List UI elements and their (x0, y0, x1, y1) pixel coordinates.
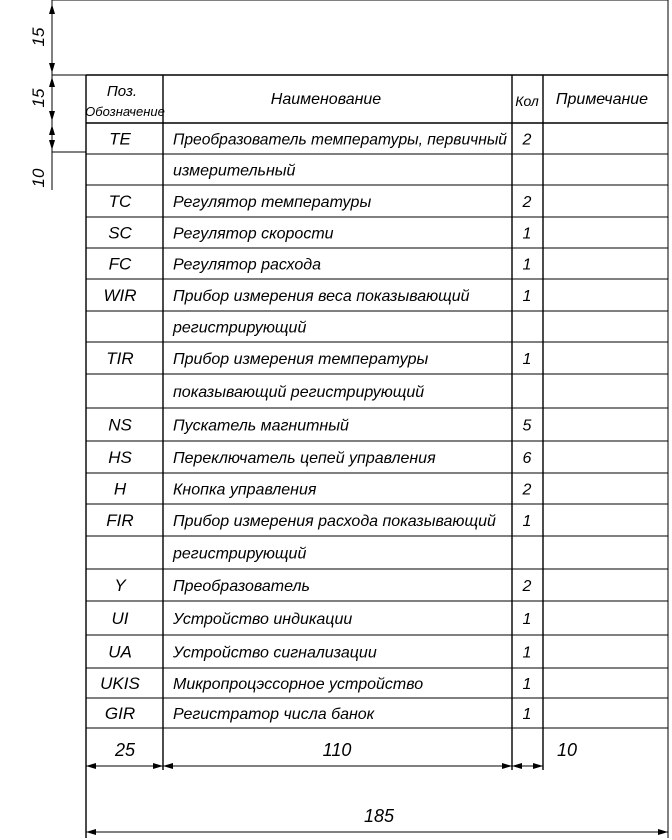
table-row (172, 320, 306, 337)
table-row (108, 643, 531, 662)
table-row (114, 480, 532, 499)
row-qty: 1 (522, 676, 532, 693)
row-name: Регулятор температуры (173, 194, 372, 211)
row-name: Преобразователь температуры, первичный (173, 131, 508, 149)
header-name: Наименование (270, 91, 382, 108)
row-name: Кнопка управления (173, 481, 317, 499)
row-code: H (113, 479, 127, 499)
row-qty: 1 (522, 513, 532, 530)
table-row (108, 448, 531, 467)
dim-col-qty: 10 (556, 740, 578, 760)
table-row (114, 576, 531, 595)
row-name: показывающий регистрирующий (173, 384, 425, 401)
table-row (109, 192, 532, 211)
table-rows (100, 130, 531, 724)
table-row (106, 511, 531, 530)
row-code: FC (108, 254, 132, 274)
row-name: регистрирующий (173, 545, 307, 563)
table-row (103, 286, 531, 305)
header-qty: Кол (515, 93, 539, 109)
table-row (173, 163, 296, 180)
table-row (109, 255, 532, 274)
header-poz: Поз. (106, 83, 138, 100)
row-qty: 2 (522, 131, 532, 149)
row-code: HS (108, 448, 132, 467)
row-code: WIR (103, 286, 137, 305)
row-code: TIR (106, 349, 134, 368)
table-row (173, 384, 424, 401)
row-name: регистрирующий (173, 319, 307, 337)
dim-left-row: 10 (29, 168, 48, 188)
row-code: UA (108, 642, 132, 662)
row-code: SC (108, 223, 132, 243)
row-name: Прибор измерения температуры (173, 351, 429, 368)
row-qty: 1 (522, 644, 532, 662)
table-row (108, 416, 531, 435)
row-code: UI (111, 609, 129, 628)
row-qty: 1 (522, 256, 532, 274)
dim-left-header: 15 (29, 88, 48, 108)
row-name: Регулятор расхода (173, 256, 321, 274)
dim-left-top: 15 (29, 27, 48, 47)
row-code: UKIS (100, 674, 140, 693)
row-name: Микропроцэссорное устройство (173, 676, 424, 693)
dim-total: 185 (363, 806, 395, 826)
bottom-dimensions (86, 740, 668, 832)
row-code: TC (108, 192, 132, 211)
row-qty: 1 (522, 288, 532, 305)
row-name: Прибор измерения веса показывающий (173, 288, 470, 305)
table-row (105, 704, 532, 723)
row-qty: 1 (522, 611, 532, 628)
row-code: Y (114, 576, 126, 595)
table-row (109, 130, 531, 149)
row-name: Регулятор скорости (173, 225, 334, 243)
row-code: TE (109, 129, 131, 149)
row-name: Прибор измерения расхода показывающий (173, 513, 496, 530)
row-code: FIR (106, 511, 134, 530)
row-code: GIR (104, 704, 136, 723)
row-qty: 6 (522, 450, 532, 467)
row-name: Регистратор числа банок (173, 706, 375, 723)
row-qty: 5 (522, 417, 532, 435)
row-name: измерительный (173, 162, 296, 180)
table-row (112, 609, 532, 628)
table-row (172, 546, 306, 563)
row-qty: 2 (522, 194, 532, 211)
left-dimension (29, 0, 86, 190)
row-qty: 1 (522, 706, 532, 723)
table-header (85, 83, 648, 119)
row-code: NS (108, 415, 132, 435)
row-name: Переключатель цепей управления (173, 450, 436, 467)
row-name: Преобразователь (173, 578, 310, 595)
table-row (106, 349, 531, 368)
row-name: Устройство сигнализации (173, 644, 377, 662)
row-qty: 2 (522, 578, 532, 595)
table-row (100, 674, 531, 693)
row-name: Устройство индикации (173, 611, 353, 628)
table-row (108, 224, 531, 243)
row-qty: 2 (522, 481, 532, 499)
row-qty: 1 (522, 351, 532, 368)
row-name: Пускатель магнитный (173, 417, 349, 435)
dim-col-designation: 25 (114, 740, 136, 760)
header-designation: Обозначение (85, 104, 165, 119)
header-note: Примечание (555, 91, 649, 108)
row-qty: 1 (522, 225, 532, 243)
dim-col-name: 110 (322, 740, 352, 760)
